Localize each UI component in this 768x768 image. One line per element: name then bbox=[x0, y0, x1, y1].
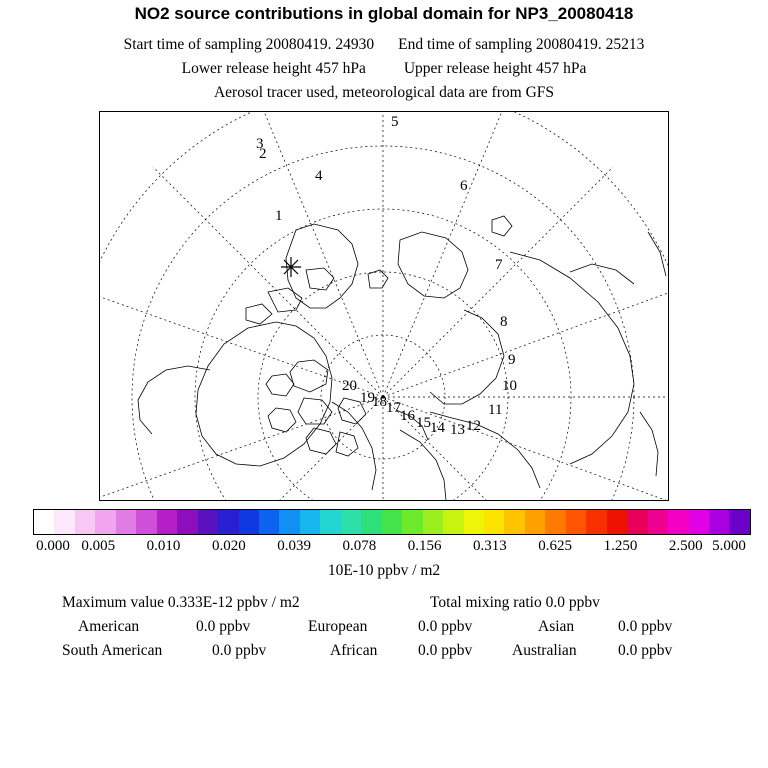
colorbar-swatch bbox=[668, 510, 688, 534]
colorbar-swatch bbox=[484, 510, 504, 534]
svg-text:9: 9 bbox=[508, 352, 516, 368]
svg-text:11: 11 bbox=[488, 402, 503, 418]
region-label-australian: Australian bbox=[512, 642, 577, 659]
colorbar-swatch bbox=[279, 510, 299, 534]
colorbar-swatch bbox=[566, 510, 586, 534]
colorbar-tick: 0.313 bbox=[473, 538, 507, 554]
colorbar-swatch bbox=[157, 510, 177, 534]
svg-text:10: 10 bbox=[502, 378, 517, 394]
colorbar-swatch bbox=[300, 510, 320, 534]
colorbar-swatch bbox=[443, 510, 463, 534]
colorbar-tick: 0.039 bbox=[277, 538, 311, 554]
colorbar-tick: 0.625 bbox=[538, 538, 573, 554]
colorbar-swatch bbox=[75, 510, 95, 534]
colorbar-swatch bbox=[259, 510, 279, 534]
svg-text:5: 5 bbox=[391, 114, 399, 130]
svg-text:1: 1 bbox=[275, 208, 283, 224]
colorbar-tick: 0.010 bbox=[146, 538, 181, 554]
region-value-european: 0.0 ppbv bbox=[418, 618, 473, 635]
colorbar-swatch bbox=[545, 510, 565, 534]
colorbar-swatch bbox=[136, 510, 156, 534]
colorbar bbox=[33, 509, 751, 535]
region-label-asian: Asian bbox=[538, 618, 575, 635]
colorbar-swatch bbox=[95, 510, 115, 534]
colorbar-swatch bbox=[464, 510, 484, 534]
region-value-south-american: 0.0 ppbv bbox=[212, 642, 267, 659]
svg-text:19: 19 bbox=[360, 390, 375, 406]
colorbar-tick: 0.020 bbox=[211, 538, 246, 554]
upper-release-height-label: Upper release height 457 hPa bbox=[403, 60, 587, 77]
svg-text:6: 6 bbox=[460, 178, 468, 194]
svg-text:15: 15 bbox=[416, 415, 431, 431]
region-label-european: European bbox=[308, 618, 368, 635]
colorbar-swatch bbox=[341, 510, 361, 534]
start-time-label: Start time of sampling 20080419. 24930 bbox=[123, 36, 375, 53]
colorbar-tick: 5.000 bbox=[712, 538, 746, 554]
colorbar-swatch bbox=[504, 510, 524, 534]
colorbar-tick: 2.500 bbox=[668, 538, 703, 554]
colorbar-swatch bbox=[116, 510, 136, 534]
colorbar-swatch bbox=[382, 510, 402, 534]
maximum-value-label: Maximum value 0.333E-12 ppbv / m2 bbox=[62, 594, 300, 611]
total-mixing-ratio-label: Total mixing ratio 0.0 ppbv bbox=[430, 594, 600, 611]
coastlines bbox=[138, 216, 666, 500]
svg-text:20: 20 bbox=[342, 378, 357, 394]
colorbar-tick: 0.000 bbox=[36, 538, 70, 554]
tracer-info-label: Aerosol tracer used, meteorological data are from GFS bbox=[213, 84, 555, 101]
colorbar-swatch bbox=[54, 510, 74, 534]
colorbar-swatch bbox=[361, 510, 381, 534]
svg-text:7: 7 bbox=[495, 257, 503, 273]
svg-text:13: 13 bbox=[450, 422, 465, 438]
colorbar-swatch bbox=[648, 510, 668, 534]
colorbar-swatch bbox=[709, 510, 729, 534]
colorbar-swatch bbox=[320, 510, 340, 534]
region-label-american: American bbox=[78, 618, 140, 635]
colorbar-tick-labels bbox=[0, 538, 768, 556]
svg-text:4: 4 bbox=[315, 168, 323, 184]
region-value-australian: 0.0 ppbv bbox=[618, 642, 673, 659]
svg-text:18: 18 bbox=[372, 394, 387, 410]
svg-text:14: 14 bbox=[430, 420, 445, 436]
colorbar-swatch bbox=[525, 510, 545, 534]
colorbar-swatch bbox=[218, 510, 238, 534]
region-value-american: 0.0 ppbv bbox=[196, 618, 251, 635]
region-value-african: 0.0 ppbv bbox=[418, 642, 473, 659]
map-graticule bbox=[100, 112, 668, 500]
colorbar-unit-label: 10E-10 ppbv / m2 bbox=[327, 562, 441, 579]
colorbar-swatch bbox=[402, 510, 422, 534]
colorbar-swatch bbox=[198, 510, 218, 534]
colorbar-swatch bbox=[586, 510, 606, 534]
colorbar-swatch bbox=[34, 510, 54, 534]
colorbar-tick: 0.156 bbox=[407, 538, 442, 554]
region-label-south-american: South American bbox=[62, 642, 163, 659]
statistics-block bbox=[0, 594, 768, 666]
colorbar-tick: 0.005 bbox=[81, 538, 116, 554]
colorbar-swatch bbox=[423, 510, 443, 534]
svg-text:2: 2 bbox=[259, 146, 267, 162]
svg-text:16: 16 bbox=[400, 408, 415, 424]
colorbar-swatch bbox=[177, 510, 197, 534]
svg-text:8: 8 bbox=[500, 314, 508, 330]
sampling-time-line bbox=[0, 36, 768, 54]
page-title: NO2 source contributions in global domain for NP3_20080418 bbox=[134, 4, 634, 23]
colorbar-swatch bbox=[239, 510, 259, 534]
svg-text:3: 3 bbox=[256, 136, 264, 152]
colorbar-swatch bbox=[607, 510, 627, 534]
region-label-african: African bbox=[330, 642, 378, 659]
lower-release-height-label: Lower release height 457 hPa bbox=[181, 60, 366, 77]
colorbar-tick: 1.250 bbox=[603, 538, 638, 554]
map-panel bbox=[99, 111, 669, 501]
region-value-asian: 0.0 ppbv bbox=[618, 618, 673, 635]
release-height-line bbox=[0, 60, 768, 78]
svg-text:17: 17 bbox=[386, 400, 401, 416]
colorbar-swatch bbox=[627, 510, 647, 534]
stat-row-northern bbox=[0, 618, 768, 642]
colorbar-swatch bbox=[689, 510, 709, 534]
stat-row-southern bbox=[0, 642, 768, 666]
stat-row-summary bbox=[0, 594, 768, 618]
colorbar-tick: 0.078 bbox=[342, 538, 377, 554]
release-site-marker bbox=[281, 257, 301, 277]
colorbar-swatch bbox=[729, 510, 749, 534]
svg-text:12: 12 bbox=[466, 418, 481, 434]
end-time-label: End time of sampling 20080419. 25213 bbox=[398, 36, 645, 53]
